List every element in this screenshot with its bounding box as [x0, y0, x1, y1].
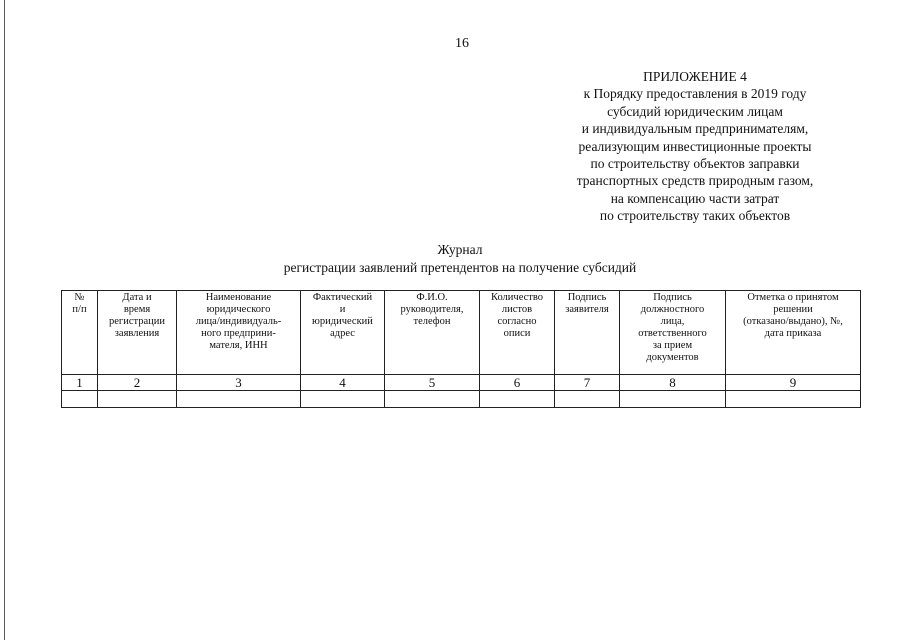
empty-cell	[726, 391, 861, 408]
appendix-title: ПРИЛОЖЕНИЕ 4	[643, 69, 747, 84]
column-number-cell: 5	[385, 375, 480, 391]
page-number: 16	[455, 36, 469, 51]
appendix-line: к Порядку предоставления в 2019 году	[583, 86, 807, 102]
empty-cell	[385, 391, 480, 408]
journal-title: Журнал	[437, 242, 483, 257]
header-cell-sheets: Количество листов согласно описи	[480, 291, 555, 375]
header-cell-official-signature: Подпись должностного лица, ответственного за прием документов	[620, 291, 726, 375]
column-number-cell: 8	[620, 375, 726, 391]
header-row	[62, 291, 861, 375]
column-number-row	[62, 375, 861, 391]
column-number-cell: 1	[62, 375, 98, 391]
registration-journal-table	[61, 290, 861, 408]
page-edge-line	[4, 0, 5, 640]
header-cell-applicant-signature: Подпись заявителя	[555, 291, 620, 375]
journal-heading	[200, 241, 720, 276]
appendix-line: по строительству объектов заправки	[590, 156, 800, 172]
appendix-heading	[530, 68, 860, 225]
header-cell-address: Фактический и юридический адрес	[301, 291, 385, 375]
empty-cell	[480, 391, 555, 408]
column-number-cell: 9	[726, 375, 861, 391]
appendix-line: на компенсацию части затрат	[610, 190, 780, 206]
empty-cell	[98, 391, 177, 408]
header-cell-number: № п/п	[62, 291, 98, 375]
column-number-cell: 3	[177, 375, 301, 391]
journal-subtitle: регистрации заявлений претендентов на получение субсидий	[283, 259, 637, 275]
header-cell-date: Дата и время регистрации заявления	[98, 291, 177, 375]
empty-cell	[62, 391, 98, 408]
header-cell-name: Наименование юридического лица/индивидуаль- ного предприни- мателя, ИНН	[177, 291, 301, 375]
appendix-line: транспортных средств природным газом,	[576, 173, 814, 189]
empty-cell	[301, 391, 385, 408]
column-number-cell: 4	[301, 375, 385, 391]
appendix-line: и индивидуальным предпринимателям,	[581, 121, 809, 137]
empty-cell	[555, 391, 620, 408]
empty-cell	[177, 391, 301, 408]
empty-entry-row	[62, 391, 861, 408]
header-cell-decision: Отметка о принятом решении (отказано/выдано), №, дата приказа	[726, 291, 861, 375]
appendix-line: субсидий юридическим лицам	[607, 103, 783, 119]
appendix-line: реализующим инвестиционные проекты	[578, 138, 812, 154]
empty-cell	[620, 391, 726, 408]
column-number-cell: 7	[555, 375, 620, 391]
column-number-cell: 6	[480, 375, 555, 391]
appendix-line: по строительству таких объектов	[599, 208, 791, 224]
column-number-cell: 2	[98, 375, 177, 391]
header-cell-director: Ф.И.О. руководителя, телефон	[385, 291, 480, 375]
